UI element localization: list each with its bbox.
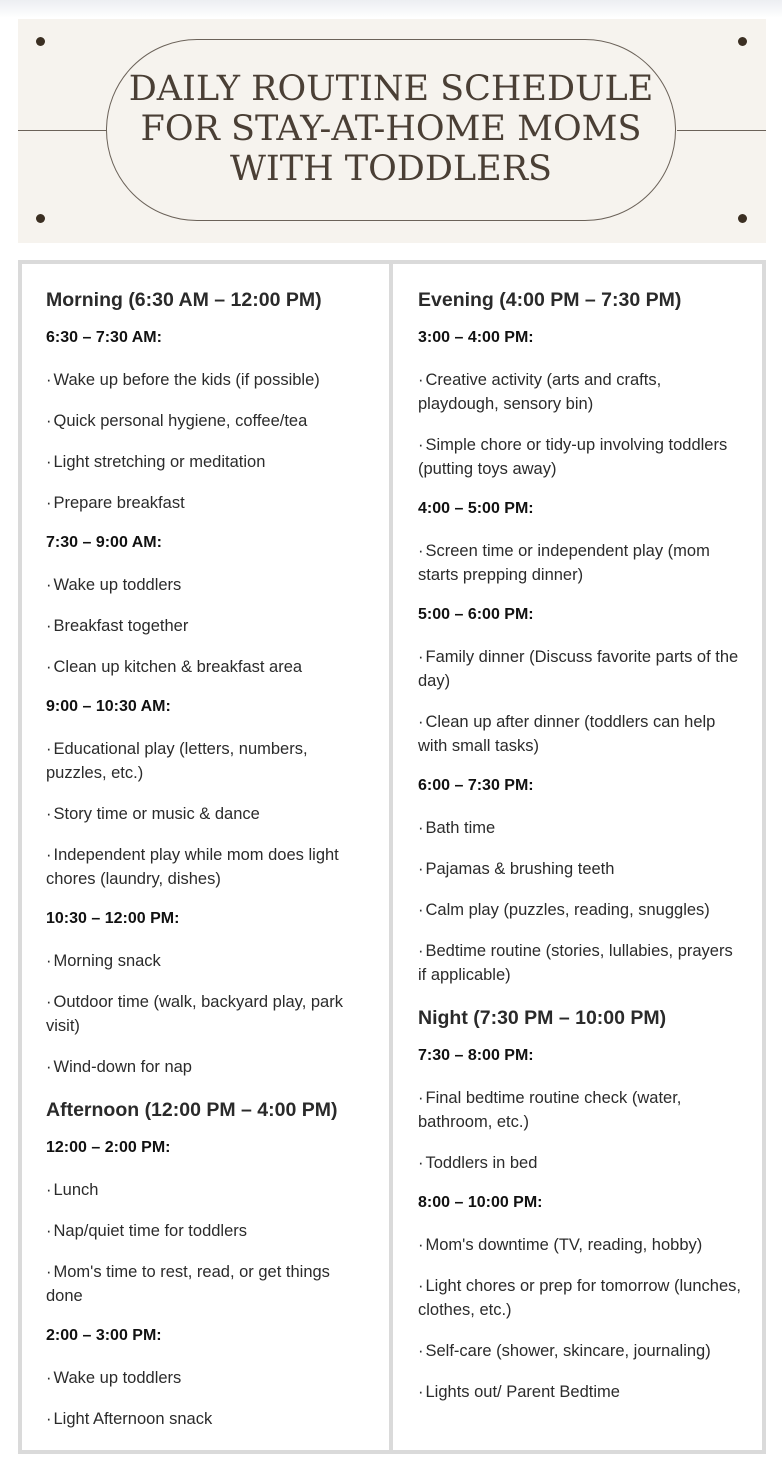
corner-dot [738, 37, 747, 46]
corner-dot [36, 214, 45, 223]
list-item [46, 802, 364, 826]
time-slot-heading: 7:30 – 9:00 AM: [46, 534, 162, 551]
list-item [46, 949, 364, 973]
list-item [46, 1366, 364, 1390]
section-title-morning: Morning (6:30 AM – 12:00 PM) [46, 289, 322, 311]
list-item-text: Wind-down for nap [53, 1058, 192, 1076]
list-item-text: Wake up toddlers [53, 576, 182, 594]
bullet-icon: · [46, 1222, 52, 1240]
list-item [46, 655, 364, 679]
bullet-icon: · [418, 371, 424, 389]
bullet-icon: · [46, 617, 52, 635]
list-item-text: Lights out/ Parent Bedtime [425, 1383, 620, 1401]
corner-dot [36, 37, 45, 46]
header-rule-left [18, 130, 107, 131]
list-item [46, 1407, 364, 1431]
list-item-text: Independent play while mom does light chores (laundry, dishes) [46, 846, 339, 888]
list-item [418, 1233, 743, 1257]
list-item [418, 710, 743, 758]
time-slot-heading: 5:00 – 6:00 PM: [418, 606, 534, 623]
list-item [418, 1151, 743, 1175]
bullet-icon: · [46, 412, 52, 430]
list-item [46, 450, 364, 474]
list-item-text: Story time or music & dance [53, 805, 260, 823]
section-title-night: Night (7:30 PM – 10:00 PM) [418, 1007, 667, 1029]
list-item-text: Wake up before the kids (if possible) [53, 371, 320, 389]
bullet-icon: · [46, 1369, 52, 1387]
bullet-icon: · [418, 648, 424, 666]
list-item-text: Nap/quiet time for toddlers [53, 1222, 248, 1240]
time-slot-heading: 9:00 – 10:30 AM: [46, 698, 171, 715]
list-item-text: Prepare breakfast [53, 494, 185, 512]
bullet-icon: · [418, 436, 424, 454]
list-item-text: Toddlers in bed [425, 1154, 538, 1172]
list-item-text: Self-care (shower, skincare, journaling) [425, 1342, 711, 1360]
time-slot-heading: 3:00 – 4:00 PM: [418, 329, 534, 346]
bullet-icon: · [418, 942, 424, 960]
list-item-text: Light chores or prep for tomorrow (lunches, clothes, etc.) [418, 1277, 741, 1319]
list-item-text: Mom's time to rest, read, or get things done [46, 1263, 330, 1305]
list-item [418, 539, 743, 587]
bullet-icon: · [46, 1058, 52, 1076]
time-slot-heading: 6:00 – 7:30 PM: [418, 777, 534, 794]
section-title-evening: Evening (4:00 PM – 7:30 PM) [418, 289, 682, 311]
list-item [46, 1055, 364, 1079]
list-item [46, 409, 364, 433]
list-item-text: Light Afternoon snack [53, 1410, 213, 1428]
list-item-text: Outdoor time (walk, backyard play, park visit) [46, 993, 343, 1035]
list-item [418, 368, 743, 416]
header-banner [18, 19, 766, 243]
bullet-icon: · [418, 860, 424, 878]
right-column [418, 284, 743, 1421]
section-title-afternoon: Afternoon (12:00 PM – 4:00 PM) [46, 1099, 338, 1121]
list-item [46, 573, 364, 597]
list-item [418, 939, 743, 987]
bullet-icon: · [418, 1089, 424, 1107]
list-item [46, 1178, 364, 1202]
list-item-text: Screen time or independent play (mom starts prepping dinner) [418, 542, 710, 584]
bullet-icon: · [418, 1236, 424, 1254]
bullet-icon: · [46, 658, 52, 676]
list-item-text: Lunch [53, 1181, 99, 1199]
bullet-icon: · [46, 952, 52, 970]
title-line: FOR STAY-AT-HOME MOMS [140, 109, 642, 149]
bullet-icon: · [418, 542, 424, 560]
bullet-icon: · [418, 1154, 424, 1172]
time-slot-heading: 12:00 – 2:00 PM: [46, 1139, 171, 1156]
title-line: WITH TODDLERS [229, 149, 553, 189]
list-item [418, 1274, 743, 1322]
page-title [106, 69, 676, 189]
list-item-text: Calm play (puzzles, reading, snuggles) [425, 901, 710, 919]
list-item-text: Clean up after dinner (toddlers can help with small tasks) [418, 713, 716, 755]
bullet-icon: · [46, 371, 52, 389]
column-divider [389, 260, 393, 1454]
list-item-text: Family dinner (Discuss favorite parts of the day) [418, 648, 739, 690]
list-item [418, 898, 743, 922]
list-item [418, 816, 743, 840]
list-item-text: Wake up toddlers [53, 1369, 182, 1387]
list-item [46, 1219, 364, 1243]
list-item-text: Creative activity (arts and crafts, playdough, sensory bin) [418, 371, 662, 413]
bullet-icon: · [46, 1181, 52, 1199]
left-column [46, 284, 364, 1448]
title-line: DAILY ROUTINE SCHEDULE [128, 69, 654, 109]
bullet-icon: · [418, 713, 424, 731]
bullet-icon: · [46, 846, 52, 864]
list-item [418, 645, 743, 693]
list-item [418, 857, 743, 881]
list-item [46, 843, 364, 891]
time-slot-heading: 4:00 – 5:00 PM: [418, 500, 534, 517]
list-item-text: Final bedtime routine check (water, bathroom, etc.) [418, 1089, 682, 1131]
time-slot-heading: 2:00 – 3:00 PM: [46, 1327, 162, 1344]
list-item-text: Educational play (letters, numbers, puzzles, etc.) [46, 740, 308, 782]
bullet-icon: · [46, 740, 52, 758]
list-item-text: Bedtime routine (stories, lullabies, prayers if applicable) [418, 942, 733, 984]
bullet-icon: · [418, 901, 424, 919]
time-slot-heading: 8:00 – 10:00 PM: [418, 1194, 543, 1211]
list-item-text: Clean up kitchen & breakfast area [53, 658, 303, 676]
bullet-icon: · [46, 1410, 52, 1428]
list-item [46, 990, 364, 1038]
list-item-text: Mom's downtime (TV, reading, hobby) [425, 1236, 703, 1254]
list-item [46, 614, 364, 638]
bullet-icon: · [46, 453, 52, 471]
list-item-text: Bath time [425, 819, 496, 837]
bullet-icon: · [418, 1342, 424, 1360]
bullet-icon: · [418, 1277, 424, 1295]
list-item-text: Simple chore or tidy-up involving toddlers (putting toys away) [418, 436, 728, 478]
list-item [418, 433, 743, 481]
list-item-text: Morning snack [53, 952, 161, 970]
bullet-icon: · [418, 819, 424, 837]
list-item [418, 1339, 743, 1363]
time-slot-heading: 10:30 – 12:00 PM: [46, 910, 180, 927]
bullet-icon: · [418, 1383, 424, 1401]
list-item [46, 1260, 364, 1308]
top-shade [0, 0, 782, 18]
bullet-icon: · [46, 494, 52, 512]
list-item [46, 368, 364, 392]
list-item [46, 491, 364, 515]
bullet-icon: · [46, 1263, 52, 1281]
list-item-text: Light stretching or meditation [53, 453, 266, 471]
list-item-text: Pajamas & brushing teeth [425, 860, 615, 878]
bullet-icon: · [46, 993, 52, 1011]
header-rule-right [677, 130, 766, 131]
list-item [46, 737, 364, 785]
time-slot-heading: 7:30 – 8:00 PM: [418, 1047, 534, 1064]
bullet-icon: · [46, 576, 52, 594]
list-item-text: Breakfast together [53, 617, 189, 635]
list-item [418, 1380, 743, 1404]
bullet-icon: · [46, 805, 52, 823]
list-item [418, 1086, 743, 1134]
list-item-text: Quick personal hygiene, coffee/tea [53, 412, 308, 430]
corner-dot [738, 214, 747, 223]
time-slot-heading: 6:30 – 7:30 AM: [46, 329, 162, 346]
